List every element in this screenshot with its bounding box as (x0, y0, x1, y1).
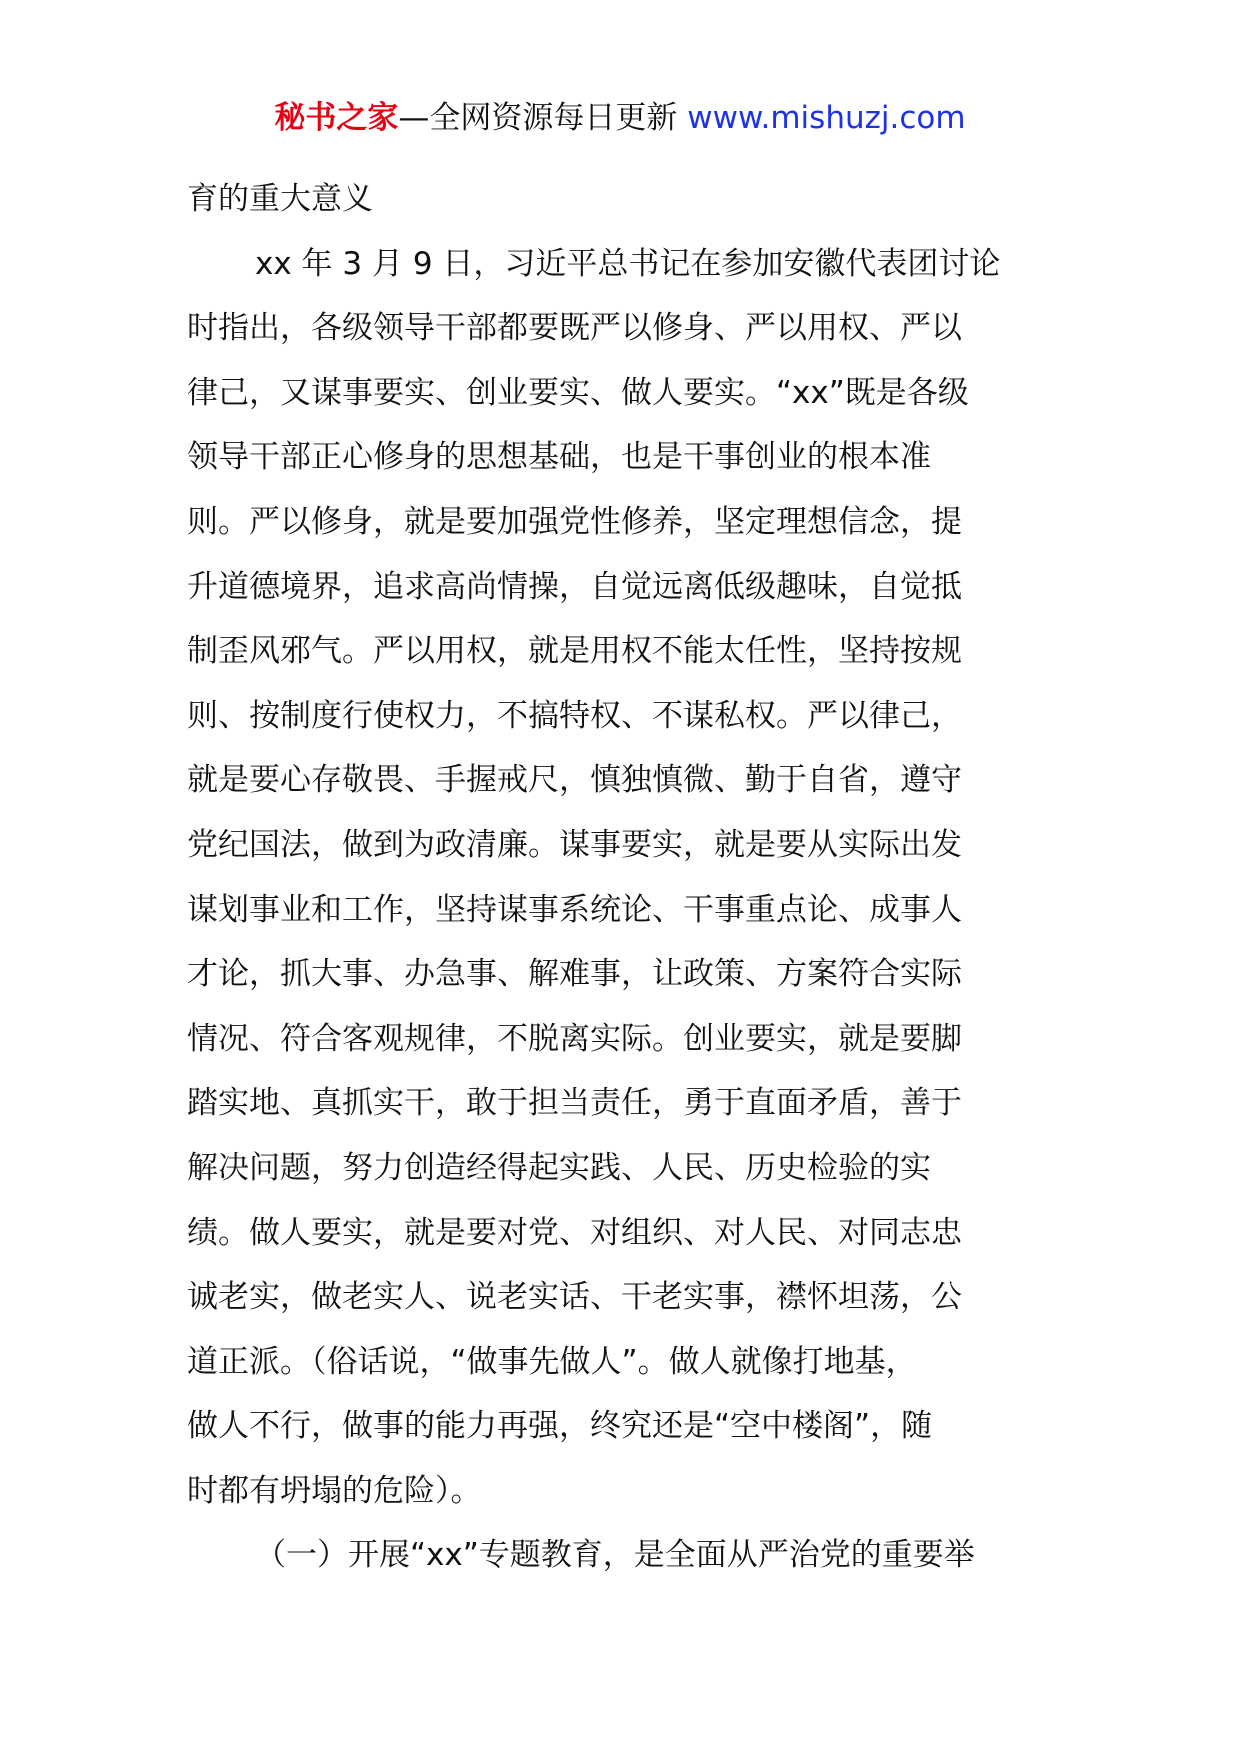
text-line: 时指出，各级领导干部都要既严以修身、严以用权、严以 (187, 310, 962, 347)
text-line: 谋划事业和工作，坚持谋事系统论、干事重点论、成事人 (187, 891, 962, 928)
text-line: 时都有坍塌的危险）。 (187, 1472, 482, 1509)
text-line: 绩。做人要实，就是要对党、对组织、对人民、对同志忠 (187, 1214, 962, 1251)
text-line: 做人不行，做事的能力再强，终究还是“空中楼阁”，随 (187, 1408, 933, 1445)
document-body (187, 167, 1057, 1588)
text-line: 育的重大意义 (187, 181, 373, 217)
text-line: 踏实地、真抓实干，敢于担当责任，勇于直面矛盾，善于 (187, 1085, 962, 1122)
header-tagline: —全网资源每日更新 (398, 100, 678, 136)
text-line: xx 年 3 月 9 日，习近平总书记在参加安徽代表团讨论 (255, 245, 1001, 282)
text-line: 律己，又谋事要实、创业要实、做人要实。“xx”既是各级 (187, 374, 969, 411)
text-line: 制歪风邪气。严以用权，就是用权不能太任性，坚持按规 (187, 633, 962, 670)
text-line: 诚老实，做老实人、说老实话、干老实事，襟怀坦荡，公 (187, 1279, 962, 1316)
text-line: 领导干部正心修身的思想基础，也是干事创业的根本准 (187, 439, 931, 476)
text-line: 则、按制度行使权力，不搞特权、不谋私权。严以律己， (187, 697, 962, 734)
text-line: 情况、符合客观规律，不脱离实际。创业要实，就是要脚 (187, 1020, 962, 1057)
text-line: 道正派。（俗话说，“做事先做人”。做人就像打地基， (187, 1343, 917, 1380)
text-line: 才论，抓大事、办急事、解难事，让政策、方案符合实际 (187, 956, 962, 993)
text-line: 党纪国法，做到为政清廉。谋事要实，就是要从实际出发 (187, 826, 962, 863)
section-heading: （一）开展“xx”专题教育，是全面从严治党的重要举 (255, 1537, 975, 1574)
text-line: 就是要心存敬畏、手握戒尺，慎独慎微、勤于自省，遵守 (187, 762, 962, 799)
page-header (0, 98, 1240, 138)
brand-name: 秘书之家 (274, 100, 399, 136)
text-line: 升道德境界，追求高尚情操，自觉远离低级趣味，自觉抵 (187, 568, 962, 605)
text-line: 解决问题，努力创造经得起实践、人民、历史检验的实 (187, 1149, 931, 1186)
site-url-link[interactable]: www.mishuzj.com (687, 100, 966, 136)
text-line: 则。严以修身，就是要加强党性修养，坚定理想信念，提 (187, 503, 962, 540)
